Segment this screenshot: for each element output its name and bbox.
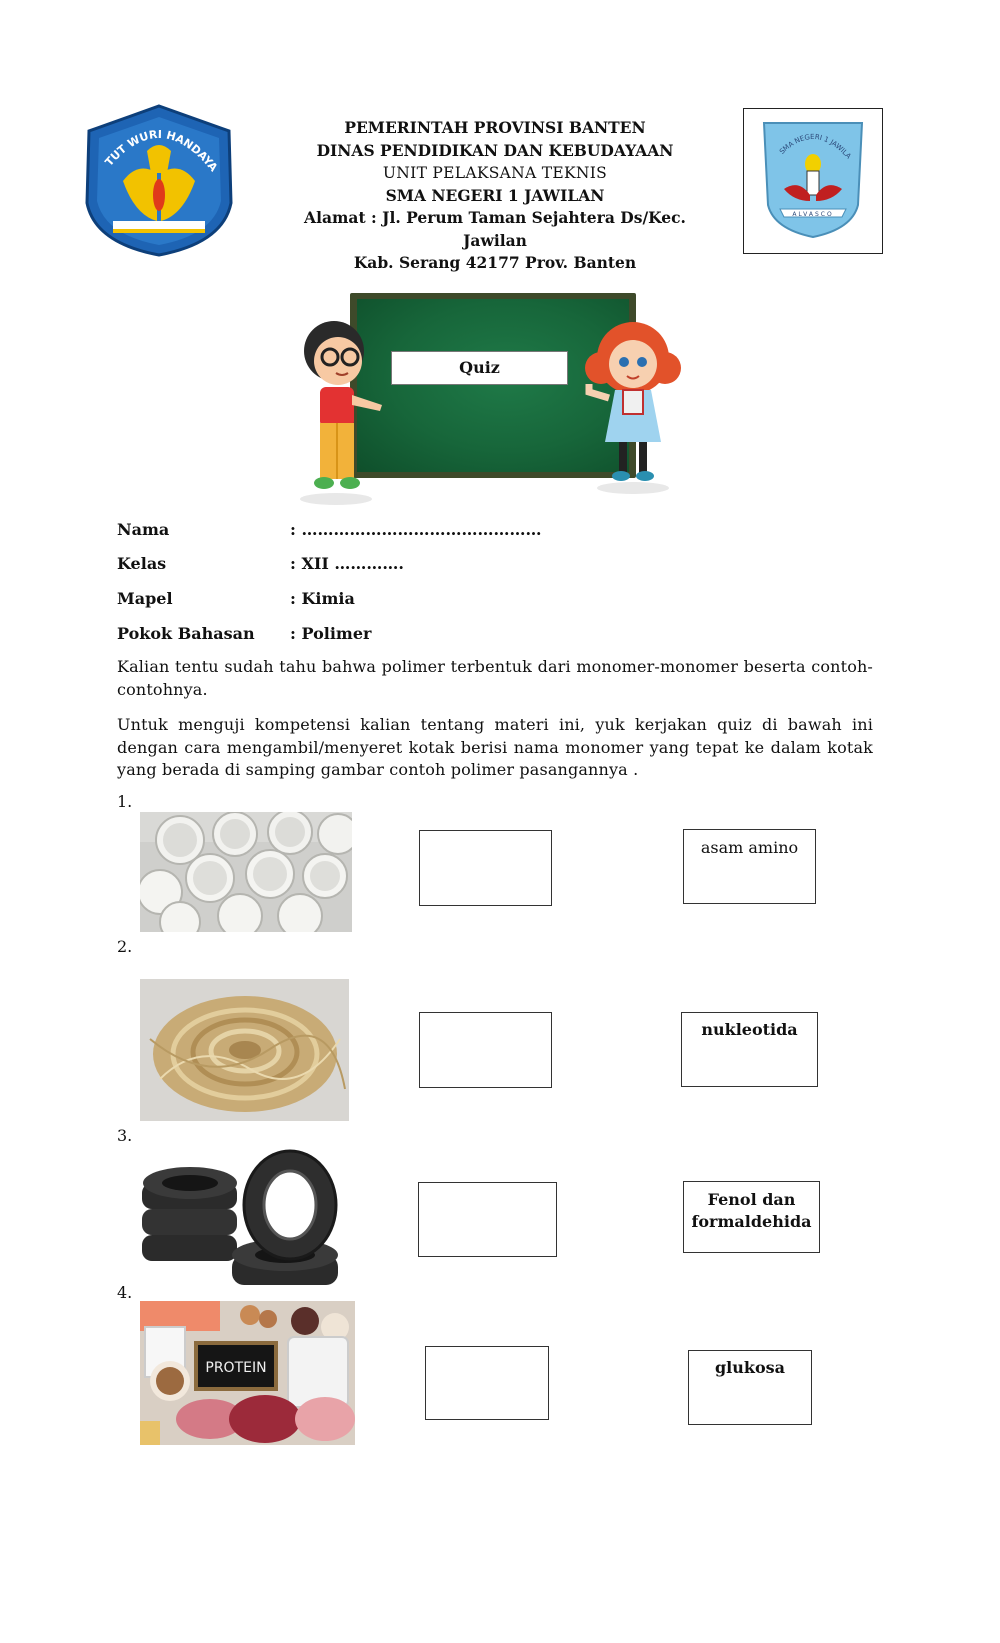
logo-right-ribbon-text: ALVASCO [792,211,834,218]
header-department: DINAS PENDIDIKAN DAN KEBUDAYAAN [316,140,674,160]
question-number-1: 1. [117,792,133,811]
question-number-3: 3. [117,1126,133,1145]
answer-card-glukosa[interactable]: glukosa [688,1350,812,1425]
answer-card-fenol-dan-formaldehida[interactable]: Fenol dan formaldehida [683,1181,820,1253]
pvc-pipes-photo [140,812,352,932]
protein-foods-photo [140,1301,355,1445]
header-school-name: SMA NEGERI 1 JAWILAN [385,185,605,205]
answer-card-nukleotida[interactable]: nukleotida [681,1012,818,1087]
instruction-paragraph: Untuk menguji kompetensi kalian tentang materi ini, yuk kerjakan quiz di bawah ini dengan cara mengambil/menyeret kotak berisi nama monomer yang tepat ke dalam kotak yang berada di samping gambar contoh polimer pasangannya . [117,715,873,779]
question-number-4: 4. [117,1283,133,1302]
drop-target-2[interactable] [419,1012,552,1088]
boy-illustration [286,313,396,509]
drop-target-3[interactable] [418,1182,557,1257]
field-value-kelas: : XII …………. [290,554,404,573]
logo-right-ring-text: SMA NEGERI 1 JAWILA [778,132,853,161]
field-value-pokok-bahasan: : Polimer [290,624,372,643]
natural-fiber-photo [140,979,349,1121]
logo-left-ring-text: TUT WURI HANDAYA [102,127,221,175]
tut-wuri-handayani-logo [83,103,235,258]
girl-illustration [575,318,695,498]
quiz-title: Quiz [391,351,568,385]
field-label-nama: Nama [117,520,170,539]
field-label-kelas: Kelas [117,554,167,573]
tires-photo [140,1143,345,1293]
protein-chalkboard-text: PROTEIN [205,1360,267,1376]
field-label-pokok-bahasan: Pokok Bahasan [117,624,255,643]
header-address: Alamat : Jl. Perum Taman Sejahtera Ds/Kec. Jawilan [304,208,686,250]
school-letterhead [270,117,720,275]
header-city: Kab. Serang 42177 Prov. Banten [353,253,637,272]
field-value-nama: : ……………………………………… [290,520,542,539]
header-government: PEMERINTAH PROVINSI BANTEN [344,118,646,137]
field-value-mapel: : Kimia [290,589,355,608]
drop-target-1[interactable] [419,830,552,906]
field-label-mapel: Mapel [117,589,173,608]
answer-card-asam-amino[interactable]: asam amino [683,829,816,904]
question-number-2: 2. [117,937,133,956]
intro-paragraph: Kalian tentu sudah tahu bahwa polimer terbentuk dari monomer-monomer beserta contoh-contohnya. [117,657,873,699]
school-logo [743,108,883,254]
header-unit: UNIT PELAKSANA TEKNIS [382,164,608,182]
drop-target-4[interactable] [425,1346,549,1420]
